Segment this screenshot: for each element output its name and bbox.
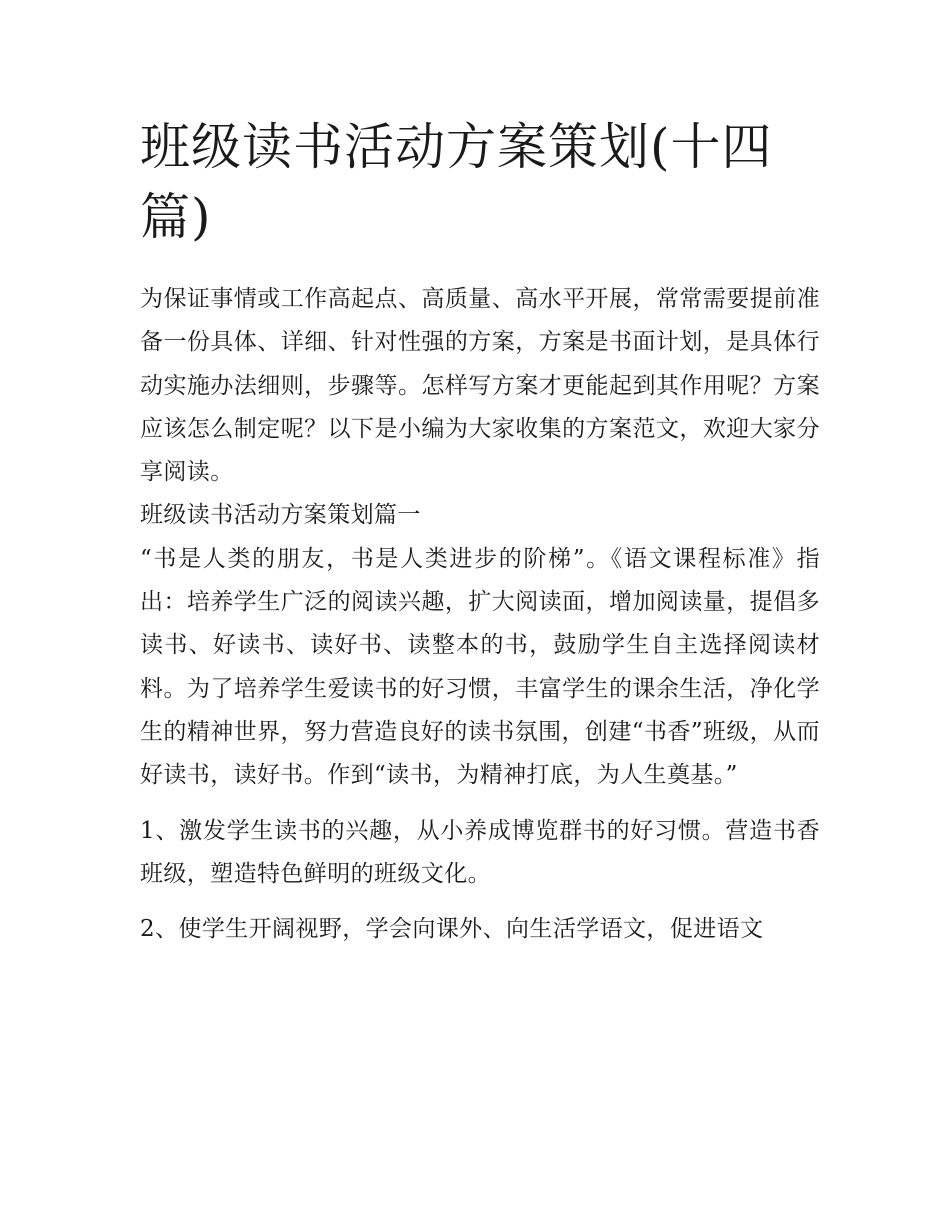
section-paragraph: “书是人类的朋友，书是人类进步的阶梯”。《语文课程标准》指出：培养学生广泛的阅读兴趣，扩大阅读面，增加阅读量，提倡多读书、好读书、读好书、读整本的书，鼓励学生自主选择阅读材料。为了培养学生爱读书的好习惯，丰富学生的课余生活，净化学生的精神世界，努力营造良好的读书氛围，创建“书香”班级，从而好读书，读好书。作到“读书，为精神打底，为人生奠基。” — [140, 545, 820, 789]
document-title: 班级读书活动方案策划(十四篇) — [140, 118, 773, 246]
document-page — [140, 112, 820, 951]
section-heading: 班级读书活动方案策划篇一 — [140, 502, 421, 529]
list-item-2: 2、使学生开阔视野，学会向课外、向生活学语文，促进语文 — [140, 916, 764, 943]
intro-paragraph: 为保证事情或工作高起点、高质量、高水平开展，常常需要提前准备一份具体、详细、针对性强的方案，方案是书面计划，是具体行动实施办法细则，步骤等。怎样写方案才更能起到其作用呢？方案应该怎么制定呢？以下是小编为大家收集的方案范文，欢迎大家分享阅读。 — [140, 286, 820, 486]
list-item-1: 1、激发学生读书的兴趣，从小养成博览群书的好习惯。营造书香班级，塑造特色鲜明的班级文化。 — [140, 817, 820, 887]
